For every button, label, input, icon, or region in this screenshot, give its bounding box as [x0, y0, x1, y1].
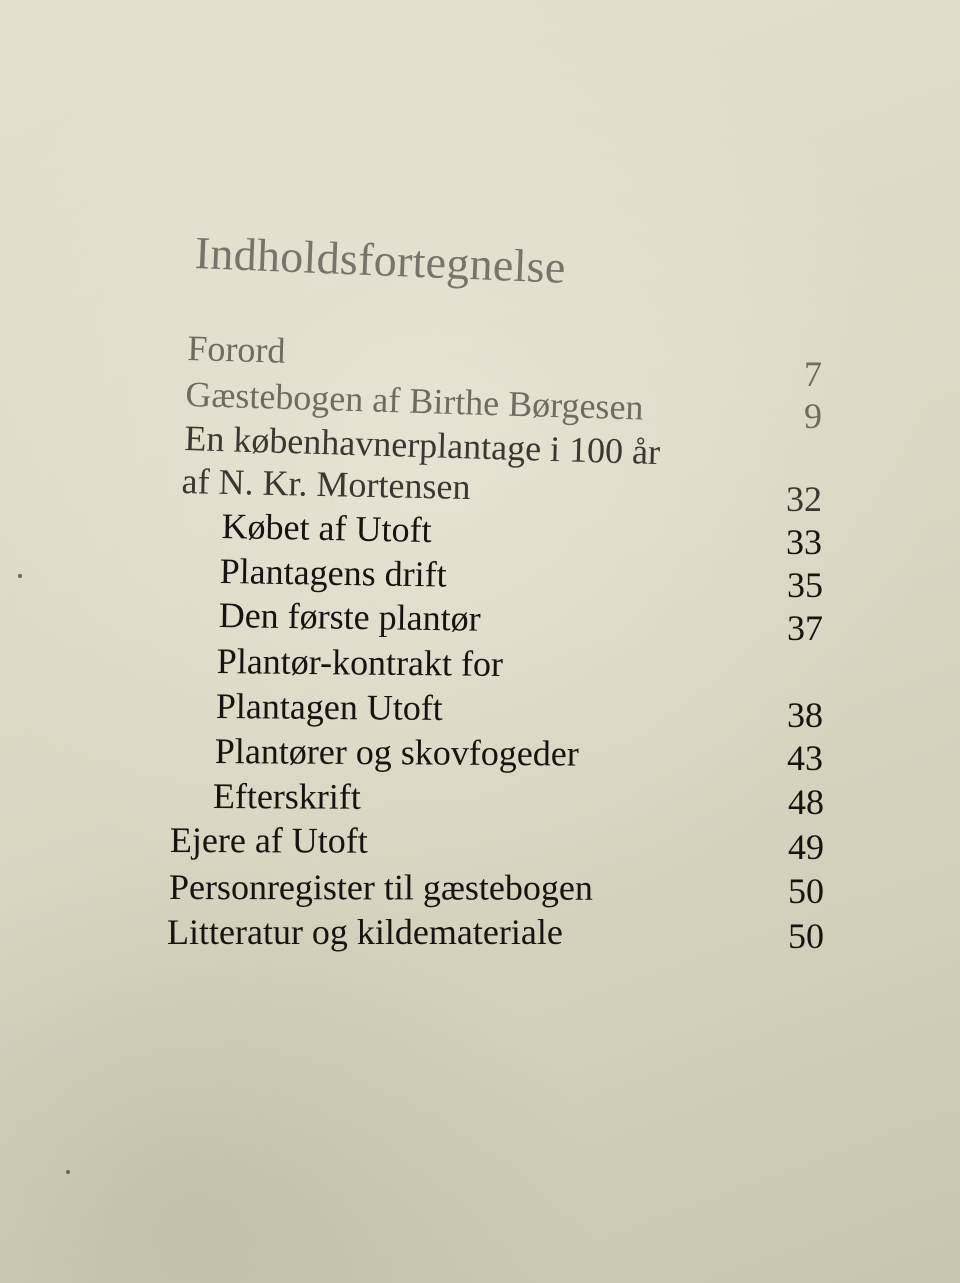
toc-entry-title: Købet af Utoft — [221, 506, 432, 551]
toc-entry-title: Ejere af Utoft — [169, 820, 368, 861]
toc-entry-page: 50 — [788, 871, 824, 911]
toc-entry-page: 37 — [787, 608, 823, 648]
toc-entry-page: 43 — [787, 738, 823, 778]
toc-heading: Indholdsfortegnelse — [193, 226, 567, 293]
toc-entry-page: 50 — [788, 916, 824, 956]
toc-entry-page: 49 — [788, 827, 824, 867]
toc-entry-title: Personregister til gæstebogen — [168, 867, 593, 908]
paper-speck — [18, 574, 22, 578]
toc-entry-title: Plantagen Utoft — [215, 686, 443, 728]
toc-entry-title: Plantagens drift — [219, 551, 447, 595]
toc-entry-page: 35 — [787, 565, 823, 605]
toc-entry-title: Forord — [186, 328, 287, 371]
toc-entry-page: 48 — [788, 782, 824, 822]
toc-entry-page: 33 — [786, 522, 822, 562]
toc-entry-title: Plantører og skovfogeder — [214, 731, 579, 774]
toc-entry-title: Plantør-kontrakt for — [216, 641, 504, 684]
toc-entry-page: 38 — [787, 695, 823, 735]
toc-entry-title: Litteratur og kildemateriale — [167, 912, 563, 952]
toc-entry-title: Efterskrift — [212, 776, 361, 817]
toc-entry-page: 32 — [786, 479, 822, 519]
toc-entry-page: 7 — [804, 354, 822, 394]
toc-entry-title: En københavnerplantage i 100 år — [183, 418, 661, 473]
paper-speck — [66, 1170, 70, 1174]
toc-entry-title: af N. Kr. Mortensen — [181, 461, 471, 508]
toc-entry-title: Gæstebogen af Birthe Børgesen — [184, 374, 645, 428]
toc-entry-page: 9 — [804, 396, 822, 436]
toc-entry-title: Den første plantør — [218, 595, 481, 639]
